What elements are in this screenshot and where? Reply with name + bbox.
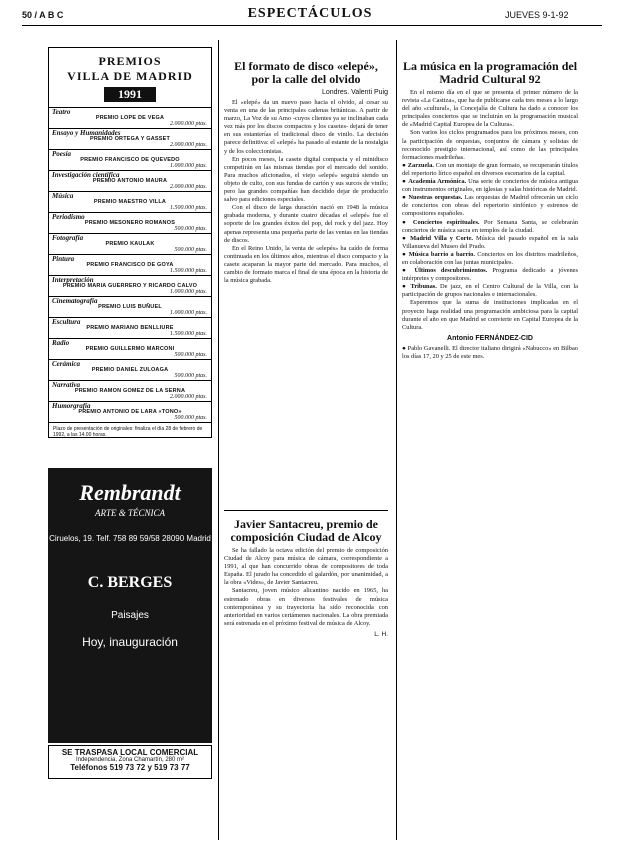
article-headline: Javier Santacreu, premio de composición Ciudad de Alcoy	[230, 518, 382, 544]
program-item: ● Madrid Villa y Corte. Música del pasado español en la sala Villanueva del Museo del Prado.	[402, 234, 578, 250]
prize-name: PREMIO GUILLERMO MARCONI	[85, 346, 175, 352]
prize-category	[49, 171, 211, 192]
prize-amount: 2.000.000 ptas.	[169, 121, 207, 127]
article-paragraph: Santacreu, joven músico alicantino nacido en 1965, ha estrenado obras en diversos festivales de música contemporánea y su trayectoria ha sido reconocida con anterioridad en varios certámenes nacionales. La obra premiada será estrenada en el próximo festival de música de Alcoy.	[224, 587, 388, 627]
prize-name: PREMIO ANTONIO DE LARA «TONO»	[78, 409, 182, 415]
category-name: Teatro	[52, 108, 71, 116]
prize-amount: 2.000.000 ptas.	[169, 142, 207, 148]
article-paragraph: En el mismo día en el que se presenta el primer número de la revista «La Castiza», que ha de publicarse cada tres meses a lo largo del año «cultural», la Concejalía de Cultura ha dado a conocer los principales conciertos que se incluirán en la programación musical de «Madrid Capital Europea de la Cultura».	[402, 89, 578, 129]
prize-amount: 500.000 ptas.	[174, 247, 207, 253]
article-note: ● Pablo Gavanelli. El director italiano dirigirá «Nabucco» en Bilbao los días 17, 20 y 25 de este mes.	[402, 344, 578, 360]
prizes-logo	[49, 48, 211, 108]
category-name: Investigación científica	[52, 171, 120, 179]
program-item-text: Programa dedicado a jóvenes intérpretes y compositores.	[402, 267, 578, 283]
prize-category	[49, 108, 211, 129]
category-name: Radio	[52, 339, 70, 347]
logo-line-1: PREMIOS	[98, 54, 162, 68]
program-item-text: Las orquestas de Madrid ofrecerán un ciclo de conciertos con obras del repertorio sinfónico y estrenos de compositores españoles.	[402, 194, 578, 218]
program-item: ● Tribunas. De jazz, en el Centro Cultural de la Villa, con la participación de grupos nacionales e internacionales.	[402, 283, 578, 299]
prize-amount: 500.000 ptas.	[174, 352, 207, 358]
article-vinyl-record	[224, 60, 388, 500]
prizes-advertisement	[48, 47, 212, 438]
prize-name: PREMIO MESONERO ROMANOS	[84, 220, 176, 226]
program-item-text: Música del pasado español en la sala Villanueva del Museo del Prado.	[402, 234, 578, 250]
program-item-label: Tribunas.	[410, 283, 437, 291]
program-item-label: Madrid Villa y Corte.	[410, 234, 474, 242]
prize-name: PREMIO MARIANO BENLLIURE	[86, 325, 174, 331]
category-name: Fotografía	[52, 234, 84, 242]
category-name: Humorgrafía	[52, 402, 91, 410]
prize-category	[49, 339, 211, 360]
article-madrid-cultural	[402, 60, 578, 850]
article-paragraph: Se ha fallado la octava edición del premio de composición Ciudad de Alcoy para música de cámara, correspondiente a 1991, al que han concurrido obras de compositores de toda España. El jurado ha concedido el galardón, por unanimidad, a la obra «Vides», de Javier Santacreu.	[224, 547, 388, 587]
exhibition-artist: C. BERGES	[87, 574, 173, 591]
article-signature: L. H.	[374, 630, 388, 638]
prize-name: PREMIO MARIA GUERRERO Y RICARDO CALVO	[62, 283, 198, 289]
prize-amount: 1.000.000 ptas.	[169, 163, 207, 169]
category-name: Poesía	[52, 150, 72, 158]
article-headline: El formato de disco «elepé», por la calle del olvido	[234, 60, 378, 86]
classified-ad	[48, 745, 212, 779]
article-body	[224, 547, 388, 628]
prize-category	[49, 297, 211, 318]
prize-category	[49, 381, 211, 402]
program-item-label: Últimos descubrimientos.	[414, 267, 488, 275]
prize-name: PREMIO ORTEGA Y GASSET	[89, 136, 171, 142]
prize-name: PREMIO KAULAK	[105, 241, 155, 247]
prize-category	[49, 402, 211, 423]
article-headline: La música en la programación del Madrid Cultural 92	[402, 60, 578, 86]
program-item-text: Una serie de conciertos de música antigua con instrumentos originales, en iglesias y salas históricas de Madrid.	[402, 178, 578, 194]
program-item: ● Música barrio a barrio. Conciertos en los distritos madrileños, en colaboración con las juntas municipales.	[402, 250, 578, 266]
prizes-footnote	[49, 423, 211, 438]
program-item-text: De jazz, en el Centro Cultural de la Villa, con la participación de grupos nacionales e internacionales.	[402, 283, 578, 299]
article-body	[402, 89, 578, 332]
gallery-address: Ciruelos, 19. Telf. 758 89 59/58 28090 Madrid	[49, 534, 211, 543]
program-item: ● Nuestras orquestas. Las orquestas de Madrid ofrecerán un ciclo de conciertos con obras del repertorio sinfónico y estrenos de compositores españoles.	[402, 194, 578, 218]
category-name: Narrativa	[52, 381, 80, 389]
prize-name: PREMIO LUIS BUÑUEL	[98, 304, 162, 310]
program-item: ● Academia Armónica. Una serie de conciertos de música antigua con instrumentos originales, en iglesias y salas históricas de Madrid.	[402, 178, 578, 194]
logo-line-2: VILLA DE MADRID	[67, 69, 193, 83]
program-item-text: Conciertos en los distritos madrileños, en colaboración con las juntas municipales.	[402, 250, 578, 266]
section-title: ESPECTÁCULOS	[247, 6, 373, 21]
article-paragraph: El «elepé» da un nuevo paso hacia el olvido, al cesar su venta en una de las principales cadenas británicas. A partir de marzo, La Voz de su Amo -cuyos clientes ya se inclinaban cada vez más por los discos compactos y los casetes- dejará de tener en sus estanterías el tradicional disco de vinilo. La decisión parece definitiva: el «elepé» ha pasado al estante de la nostalgia y de los coleccionistas.	[224, 99, 388, 155]
classified-details: Independencia, Zona Chamartín, 280 m²	[75, 757, 185, 763]
article-paragraph: Esperemos que la suma de instituciones implicadas en el proyecto haga realidad una programación ambiciosa para la capital durante el año en que Madrid se convierte en Capital Europea de la Cultura.	[402, 299, 578, 331]
article-byline: Londres. Valenti Puig	[321, 89, 388, 96]
prize-category	[49, 318, 211, 339]
program-item: ● Zarzuela. Con un montaje de gran formato, se recuperarán títulos del repertorio lírico español en diversos escenarios de la capital.	[402, 161, 578, 177]
prize-amount: 1.000.000 ptas.	[169, 289, 207, 295]
exhibition-opening: Hoy, inauguración	[82, 635, 178, 649]
article-paragraph: En el Reino Unido, la venta de «elepés» ha caído de forma continuada en los últimos años, mientras el disco compacto y la casete acaparan la mayor parte del mercado. Para muchos, el cambio de formato marca el final de una época en la historia de la música grabada.	[224, 244, 388, 285]
category-name: Música	[52, 192, 74, 200]
prize-category-list	[49, 108, 211, 423]
program-item-label: Nuestras orquestas.	[408, 194, 463, 202]
page-header	[0, 0, 620, 28]
article-paragraph: Son varios los ciclos programados para los próximos meses, con la participación de orquestas, conjuntos de cámara y solistas de reconocido prestigio internacional, así como de las principales formaciones madrileñas.	[402, 129, 578, 161]
program-item-text: Por Semana Santa, se celebrarán conciertos de música sacra en templos de la ciudad.	[402, 218, 578, 234]
gallery-advertisement	[48, 468, 212, 743]
header-rule	[22, 25, 602, 26]
prize-category	[49, 213, 211, 234]
prize-name: PREMIO DANIEL ZULOAGA	[91, 367, 169, 373]
category-name: Cerámica	[52, 360, 80, 368]
issue-date: JUEVES 9-1-92	[505, 10, 569, 20]
prize-category	[49, 360, 211, 381]
prize-amount: 1.500.000 ptas.	[169, 268, 207, 274]
prize-name: PREMIO ANTONIO MAURA	[92, 178, 168, 184]
program-item-text: Con un montaje de gran formato, se recuperarán títulos del repertorio lírico español en diversos escenarios de la capital.	[402, 161, 578, 177]
prize-name: PREMIO RAMON GOMEZ DE LA SERNA	[74, 388, 186, 394]
gallery-name: Rembrandt	[79, 480, 181, 505]
article-paragraph: En pocos meses, la casete digital compacta y el minidisco competirán en las mismas tiendas por el mercado del sonido. Para muchos aficionados, el viejo «elepé» seguirá siendo un objeto de culto, con sus fundas de cartón y sus surcos de vinilo; pero las grandes compañías han decidido dejar de producirlo salvo para ediciones especiales.	[224, 155, 388, 204]
prize-amount: 2.000.000 ptas.	[169, 394, 207, 400]
prize-category	[49, 255, 211, 276]
deadline-note: Plazo de presentación de originales: finaliza el día 28 de febrero de 1992, a las 14.00 horas.	[53, 426, 203, 438]
prize-amount: 2.000.000 ptas.	[169, 184, 207, 190]
article-signature: Antonio FERNÁNDEZ-CID	[447, 334, 533, 342]
category-name: Periodismo	[52, 213, 85, 221]
program-item: ● Conciertos espirituales. Por Semana Santa, se celebrarán conciertos de música sacra en templos de la ciudad.	[402, 218, 578, 234]
prize-category	[49, 234, 211, 255]
page-number: 50 / A B C	[22, 10, 64, 20]
classified-phones: Teléfonos 519 73 72 y 519 73 77	[70, 763, 190, 772]
prize-amount: 500.000 ptas.	[174, 373, 207, 379]
category-name: Escultura	[52, 318, 81, 326]
prize-category	[49, 276, 211, 297]
prize-amount: 500.000 ptas.	[174, 226, 207, 232]
program-item-label: Música barrio a barrio.	[408, 250, 475, 258]
prize-name: PREMIO MAESTRO VILLA	[93, 199, 167, 205]
article-separator	[224, 510, 388, 511]
program-list	[402, 162, 578, 300]
category-name: Interpretación	[52, 276, 94, 284]
program-item-label: Conciertos espirituales.	[412, 218, 480, 226]
category-name: Cinematografía	[52, 297, 98, 305]
column-divider-left	[218, 40, 219, 840]
prize-amount: 500.000 ptas.	[174, 415, 207, 421]
prizes-year: 1991	[104, 87, 156, 102]
prize-category	[49, 192, 211, 213]
program-item-label: Academia Armónica.	[408, 178, 467, 186]
category-name: Pintura	[52, 255, 75, 263]
column-divider-right	[396, 40, 397, 840]
prize-category	[49, 150, 211, 171]
classified-title: SE TRASPASA LOCAL COMERCIAL	[61, 748, 199, 757]
category-name: Ensayo y Humanidades	[52, 129, 121, 137]
prize-category	[49, 129, 211, 150]
article-paragraph: Con el disco de larga duración nació en 1948 la música grabada moderna, y durante cuatro décadas el «elepé» fue el soporte de los grandes éxitos del pop, del rock y del jazz. Hoy apenas representa una pequeña parte de las ventas en las tiendas de discos.	[224, 204, 388, 244]
exhibition-title: Paisajes	[111, 610, 149, 621]
prize-amount: 1.500.000 ptas.	[169, 331, 207, 337]
prize-amount: 1.500.000 ptas.	[169, 205, 207, 211]
prize-amount: 1.000.000 ptas.	[169, 310, 207, 316]
program-item: ● Últimos descubrimientos. Programa dedicado a jóvenes intérpretes y compositores.	[402, 267, 578, 283]
prize-name: PREMIO LOPE DE VEGA	[95, 115, 165, 121]
prize-name: PREMIO FRANCISCO DE QUEVEDO	[80, 157, 180, 163]
prize-name: PREMIO FRANCISCO DE GOYA	[86, 262, 174, 268]
gallery-subtitle: ARTE & TÉCNICA	[94, 508, 165, 518]
program-item-label: Zarzuela.	[407, 161, 434, 169]
article-body	[224, 99, 388, 285]
article-santacreu-prize	[224, 518, 388, 838]
